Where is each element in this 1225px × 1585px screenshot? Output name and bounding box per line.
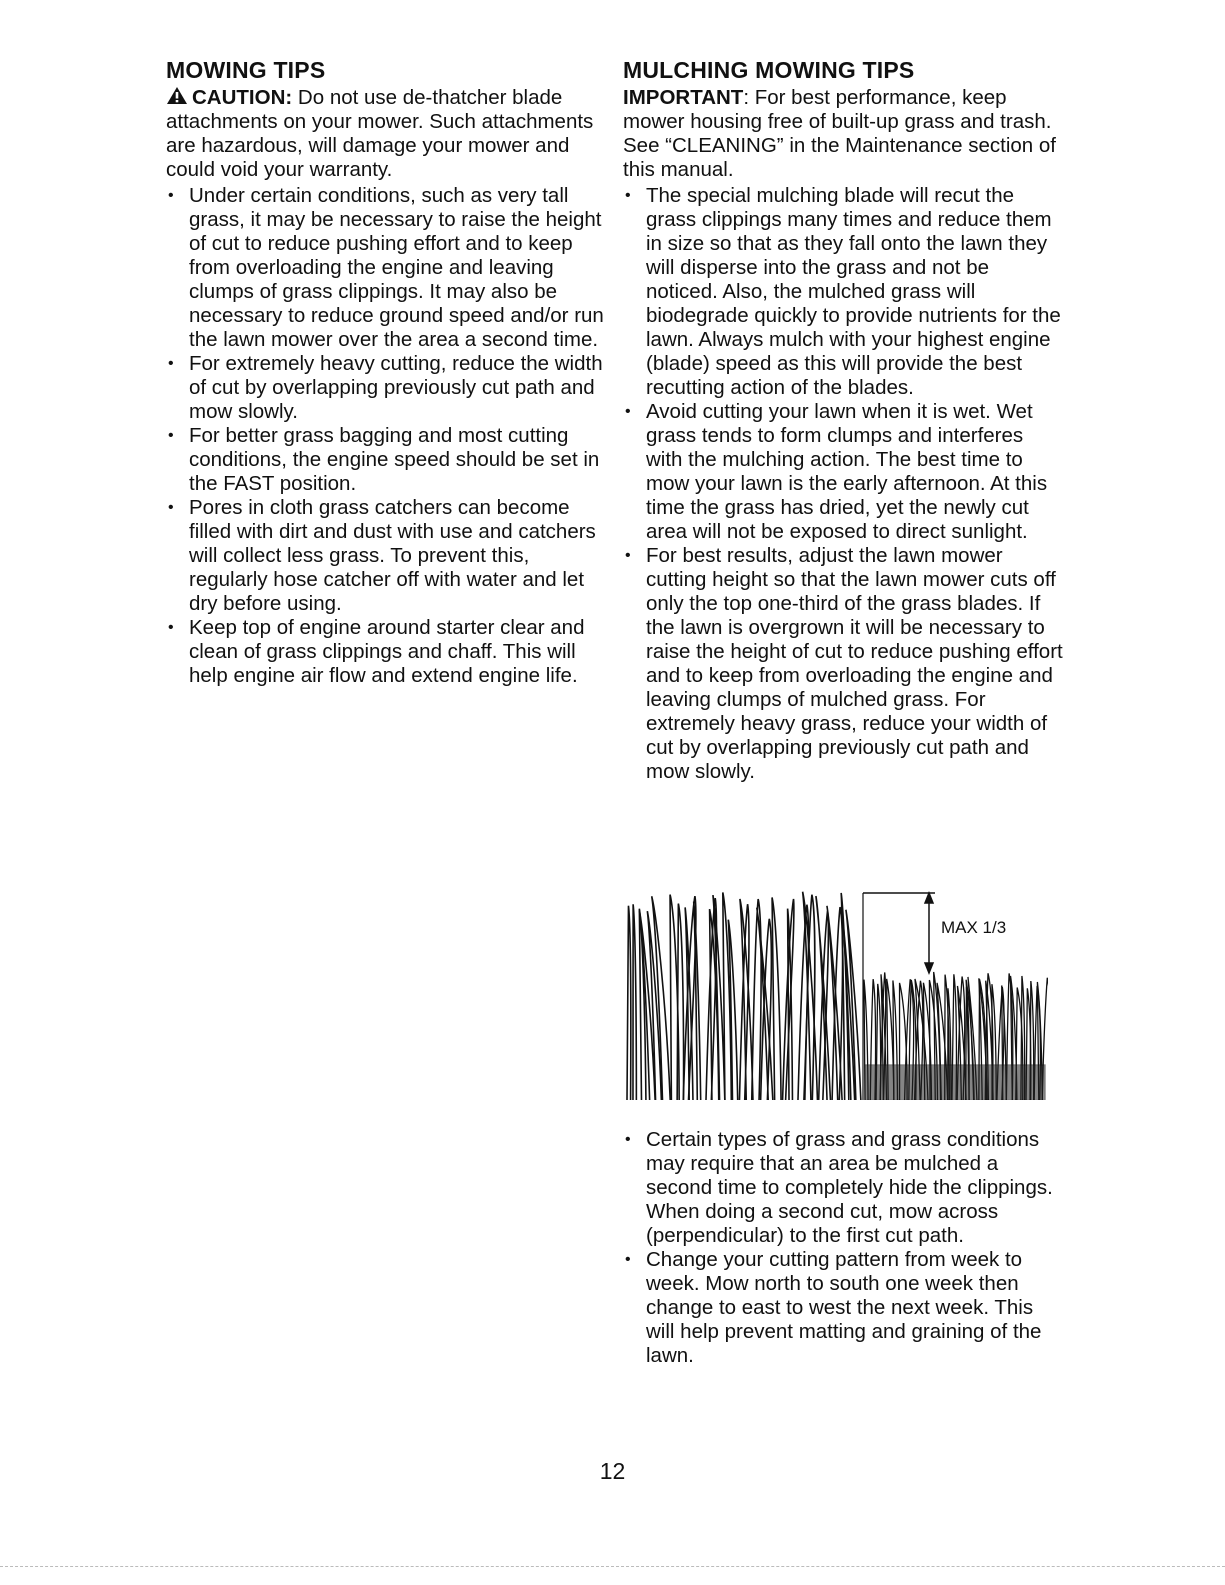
grass-blade [761, 919, 772, 1100]
caution-paragraph [166, 86, 606, 182]
list-item: • For best results, adjust the lawn mower cutting height so that the lawn mower cuts off only the top one-third of the grass blades. If the lawn is overgrown it will be necessary to raise the height of cut to reduce pushing effort and to keep from overloading the engine and leaving clumps of mulched grass. For extremely heavy grass, reduce your width of cut by overlapping previously cut path and mow slowly. [623, 544, 1063, 784]
mulching-tips-list [623, 184, 1063, 784]
page-number: 12 [599, 1458, 626, 1484]
mowing-tips-section [166, 56, 606, 688]
grass-blade [677, 904, 683, 1100]
tall-grass [627, 892, 861, 1100]
list-item: • Keep top of engine around starter clear and clean of grass clippings and chaff. This will help engine air flow and extend engine life. [166, 616, 606, 688]
grass-blade [694, 902, 701, 1100]
important-text: : For best performance, keep mower housing free of built-up grass and trash. See “CLEANING” in the Maintenance section of this manual. [623, 86, 1056, 181]
list-item: • Change your cutting pattern from week to week. Mow north to south one week then change to east to west the next week. This will help prevent matting and graining of the lawn. [623, 1248, 1063, 1368]
grass-base-shade [865, 1065, 1045, 1100]
list-item: • Certain types of grass and grass conditions may require that an area be mulched a second time to completely hide the clippings. When doing a second cut, mow across (perpendicular) to the first cut path. [623, 1128, 1063, 1248]
caution-label: CAUTION: [192, 86, 293, 109]
grass-height-illustration [623, 885, 1048, 1100]
list-item: • For extremely heavy cutting, reduce the width of cut by overlapping previously cut path and mow slowly. [166, 352, 606, 424]
short-grass [864, 972, 1048, 1100]
list-item: • Pores in cloth grass catchers can become filled with dirt and dust with use and catchers will collect less grass. To prevent this, regularly hose catcher off with water and let dry before using. [166, 496, 606, 616]
grass-blade [627, 906, 631, 1100]
caution-text: Do not use de-thatcher blade attachments on your mower. Such attachments are hazardous, will damage your mower and could void your warranty. [166, 86, 594, 181]
important-label: IMPORTANT [623, 86, 744, 109]
warning-triangle-icon [166, 86, 188, 105]
list-item: • The special mulching blade will recut the grass clippings many times and reduce them in size so that as they fall onto the lawn they will disperse into the grass and not be noticed. Also, the mulched grass will biodegrade quickly to provide nutrients for the lawn. Always mulch with your highest engine (blade) speed as this will provide the best recutting action of the blades. [623, 184, 1063, 400]
grass-blade [772, 897, 781, 1100]
list-item: • Avoid cutting your lawn when it is wet. Wet grass tends to form clumps and interferes with the mulching action. The best time to mow your lawn is the early afternoon. At this time the grass has dried, yet the newly cut area will not be exposed to direct sunlight. [623, 400, 1063, 544]
mowing-tips-heading: MOWING TIPS [166, 57, 326, 83]
mowing-tips-list [166, 184, 606, 688]
list-item: • Under certain conditions, such as very tall grass, it may be necessary to raise the height of cut to reduce pushing effort and to keep from overloading the engine and leaving clumps of grass clippings. It may also be necessary to reduce ground speed and/or run the lawn mower over the area a second time. [166, 184, 606, 352]
page-bottom-rule [0, 1566, 1225, 1567]
important-paragraph [623, 86, 1063, 182]
mulching-tips-section [623, 56, 1063, 784]
grass-blade [633, 904, 636, 1100]
mulching-tips-continued [623, 1126, 1063, 1368]
max-one-third-label: MAX 1/3 [941, 918, 1007, 937]
mulching-tips-heading: MULCHING MOWING TIPS [623, 57, 915, 83]
list-item: • For better grass bagging and most cutting conditions, the engine speed should be set in the FAST position. [166, 424, 606, 496]
mulching-tips-list-continued [623, 1128, 1063, 1368]
